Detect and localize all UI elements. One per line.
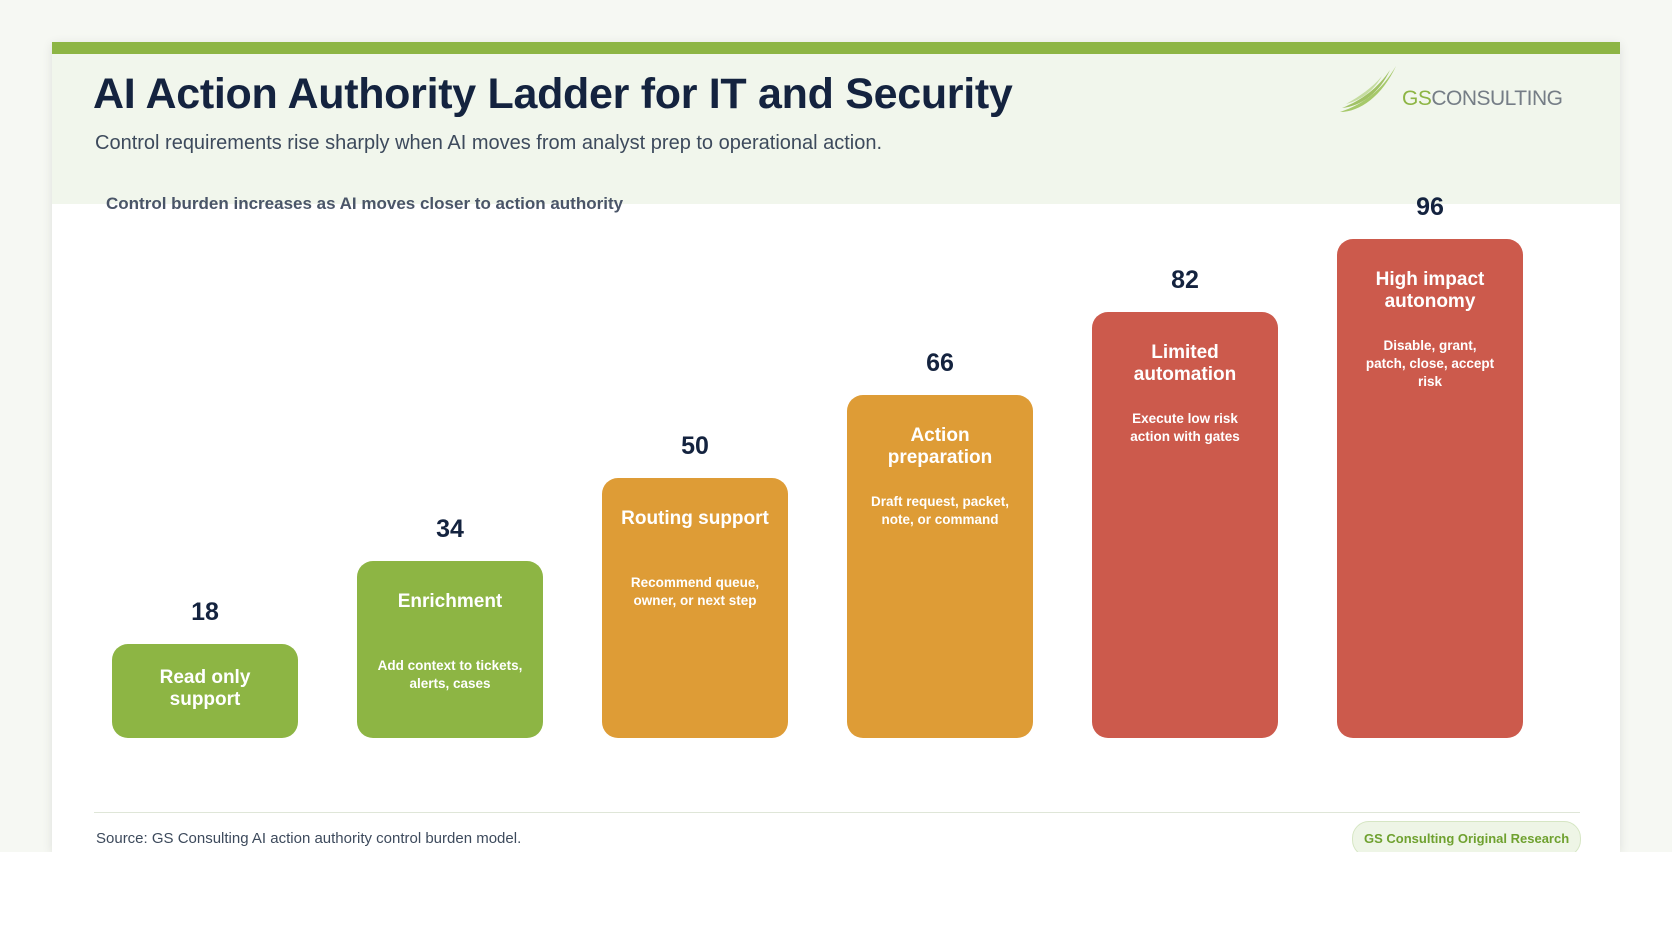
bar [112,644,298,738]
bar-description: Add context to tickets, alerts, cases [377,658,523,692]
bar-description: Recommend queue, owner, or next step [630,575,760,608]
source-note: Source: GS Consulting AI action authority control burden model. [96,830,522,847]
bar-category-label: High impact autonomy [1375,268,1485,312]
bar [357,561,543,738]
bar [847,395,1033,738]
chart-title: Control burden increases as AI moves closer to action authority [106,194,624,213]
bar-value-label: 66 [926,348,954,377]
bar [1092,312,1278,738]
page-bottom [0,852,1672,941]
research-badge: GS Consulting Original Research [1352,821,1581,852]
bar-value-label: 18 [191,598,219,627]
footer-divider [94,812,1580,813]
bar-category-label: Read only support [159,667,251,711]
page-subtitle: Control requirements rise sharply when AI moves from analyst prep to operational action. [95,132,883,154]
bar-description: Draft request, packet, note, or command [870,493,1010,527]
bar-category-label: Action preparation [887,424,993,468]
bar [602,478,788,738]
bar-value-label: 34 [436,515,464,544]
bar-description: Execute low risk action with gates [1130,410,1240,444]
bar-description: Disable, grant, patch, close, accept risk [1365,337,1495,389]
bar-category-label: Routing support [621,508,769,529]
bar-category-label: Limited automation [1133,341,1237,385]
bar-value-label: 96 [1416,192,1444,221]
bar [1337,239,1523,738]
bar-chart [52,42,1620,852]
bar-category-label: Enrichment [397,591,503,613]
report-card [52,42,1620,852]
page-title: AI Action Authority Ladder for IT and Security [93,70,1013,118]
bar-value-label: 82 [1171,265,1199,294]
bar-value-label: 50 [681,432,709,460]
logo-prefix: GS [1402,87,1432,110]
logo-suffix: CONSULTING [1431,87,1563,110]
